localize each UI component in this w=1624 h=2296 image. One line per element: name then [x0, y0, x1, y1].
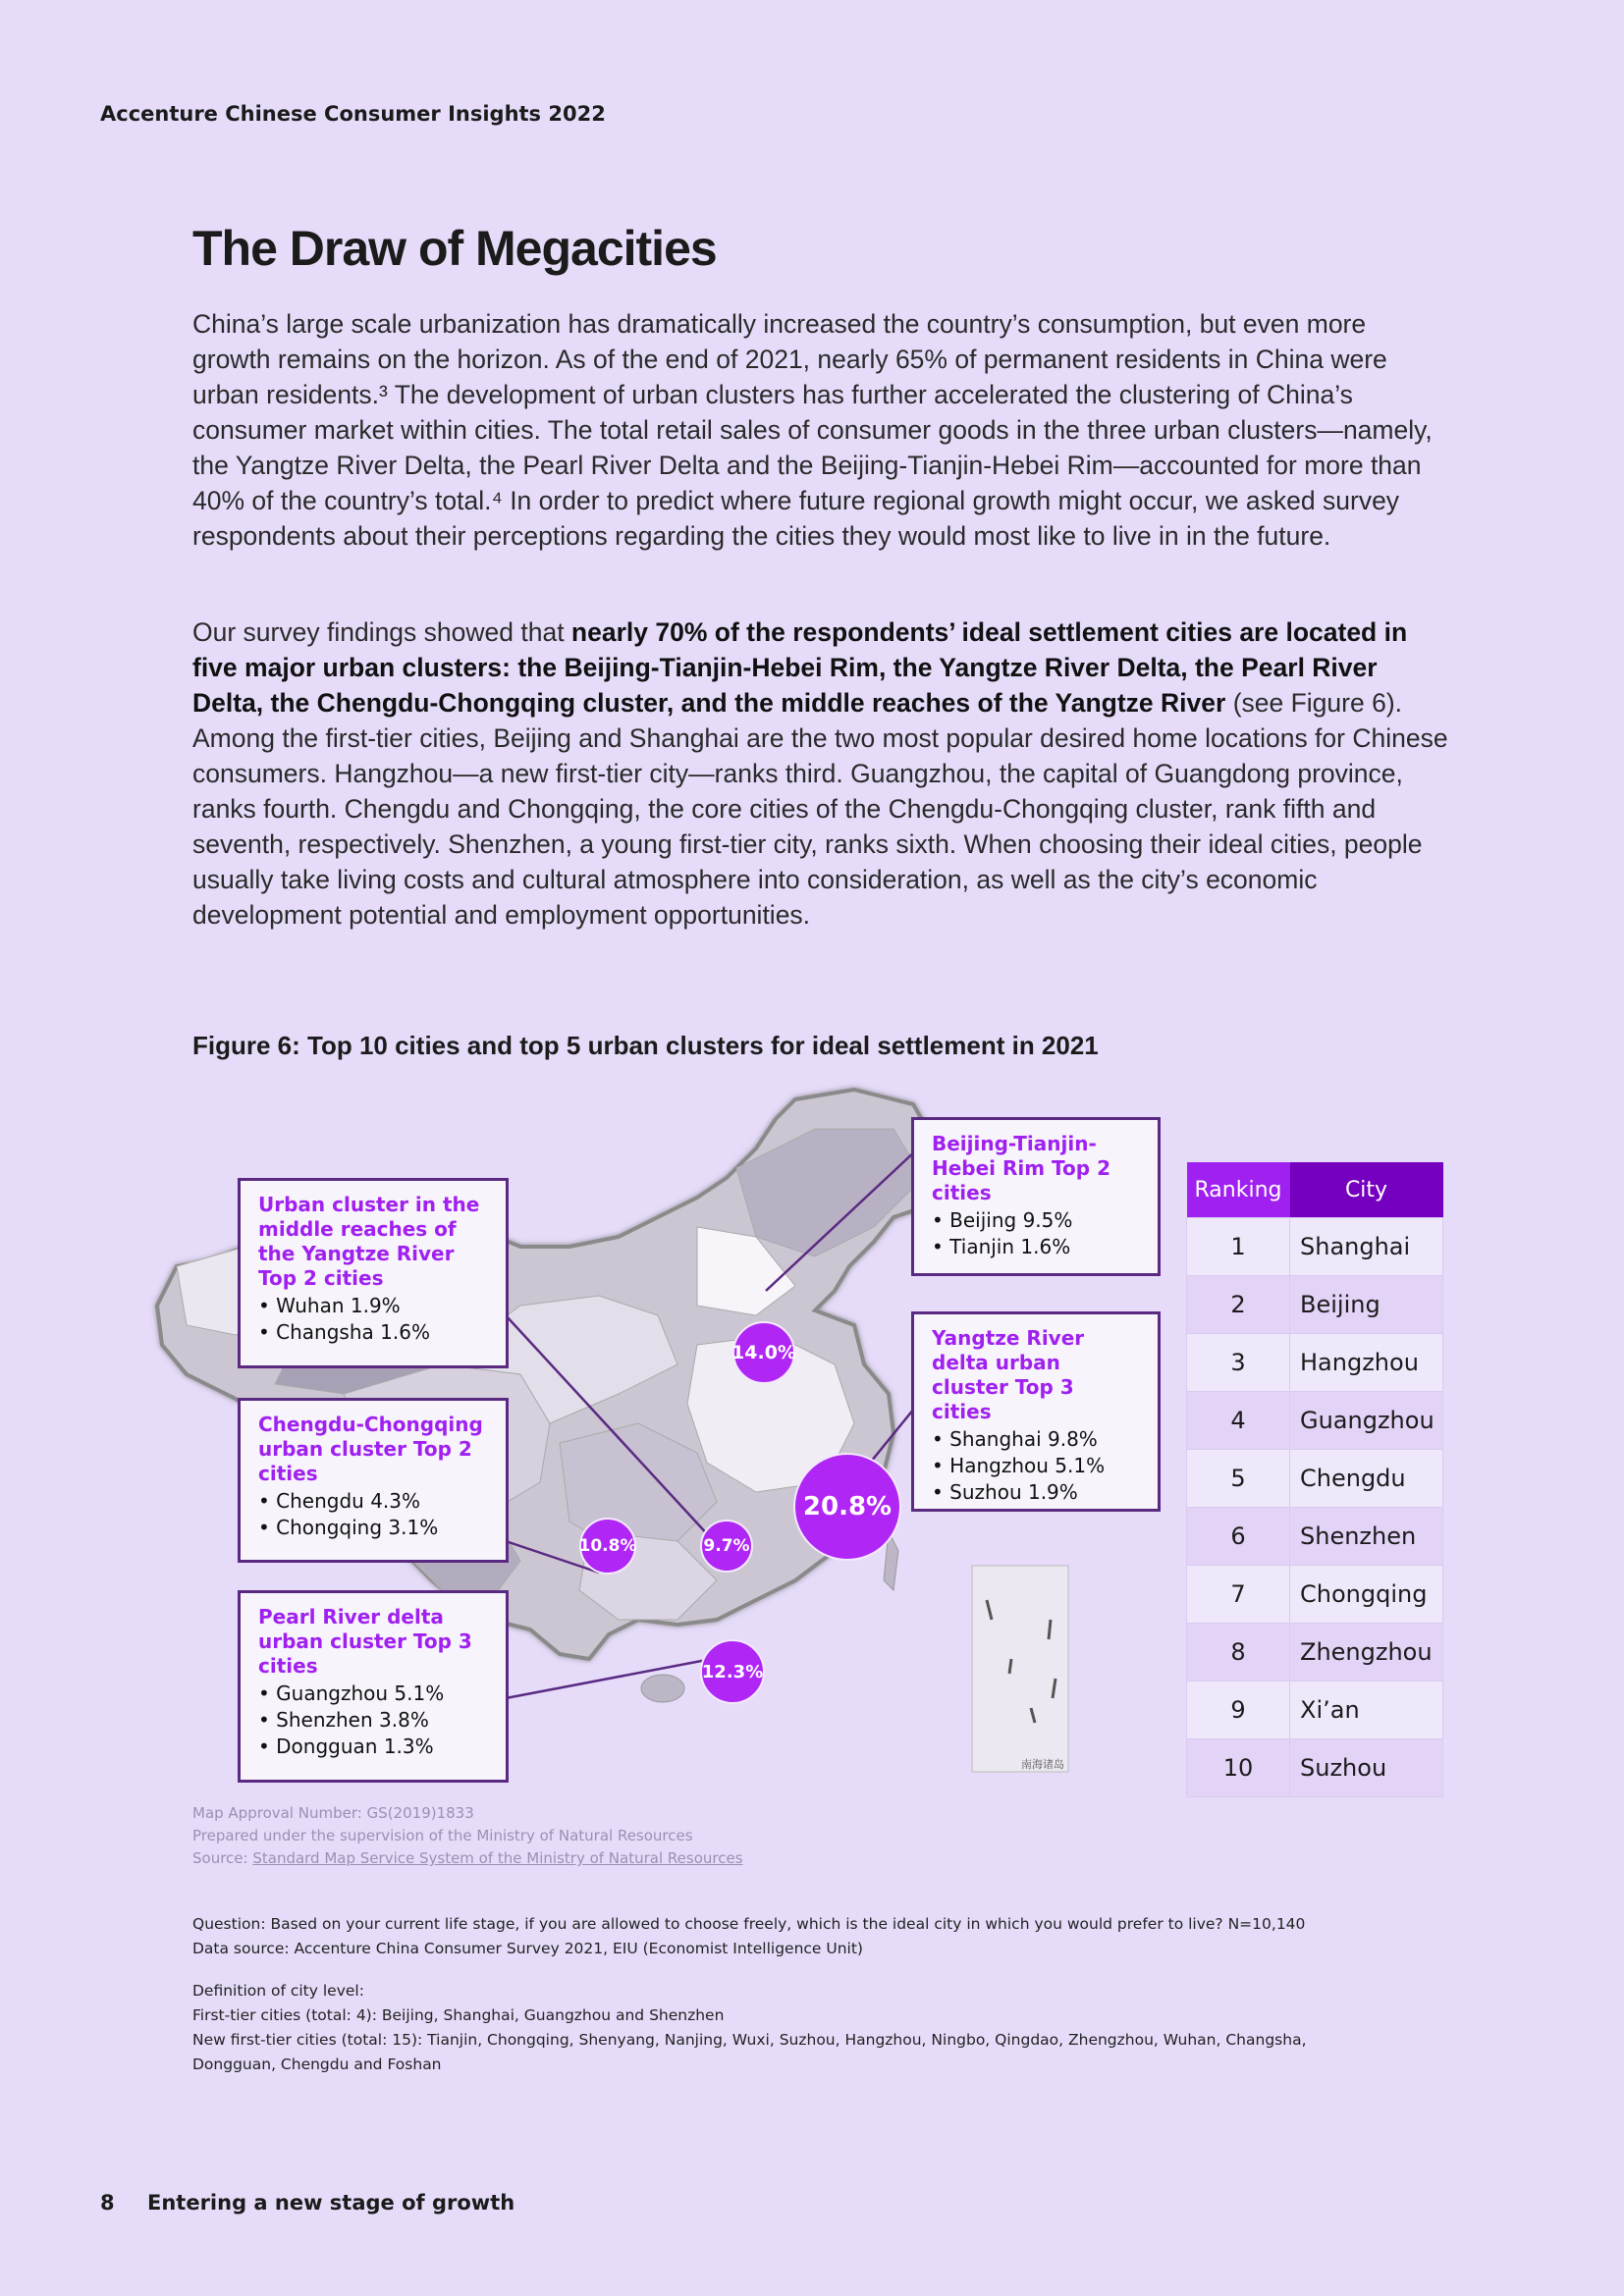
rank-cell: 5 [1187, 1450, 1290, 1508]
ranking-table [1186, 1162, 1443, 1797]
para2-bold: nearly 70% of the respondents’ ideal settlement cities are located in five major urban clusters: the Beijing-Tianjin-Hebei Rim, the Yangtze River Delta, the Pearl River Delta, the Chengdu-Chongqing cluster, and the middle reaches of the Yangtze River [192, 617, 1408, 718]
callout-title: Beijing-Tianjin-Hebei Rim Top 2 cities [932, 1132, 1110, 1204]
rank-cell: 1 [1187, 1218, 1290, 1276]
body-paragraph-1: China’s large scale urbanization has dramatically increased the country’s consumption, but even more growth remains on the horizon. As of the end of 2021, nearly 65% of permanent residents in China were urban residents.³ The development of urban clusters has further accelerated the clustering of China’s consumer market within cities. The total retail sales of consumer goods in the three urban clusters—namely, the Yangtze River Delta, the Pearl River Delta and the Beijing-Tianjin-Hebei Rim—accounted for more than 40% of the country’s total.⁴ In order to predict where future regional growth might occur, we asked survey respondents about their perceptions regarding the cities they would most like to live in in the future. [192, 309, 1433, 551]
callout-beijing-tianjin [911, 1117, 1161, 1276]
city-cell: Chengdu [1290, 1450, 1443, 1508]
table-row [1187, 1508, 1443, 1566]
city-cell: Guangzhou [1290, 1392, 1443, 1450]
callout-item: • Shanghai 9.8% [932, 1426, 1140, 1453]
column-header-ranking: Ranking [1187, 1162, 1290, 1218]
map-prepared-note: Prepared under the supervision of the Ministry of Natural Resources [192, 1827, 693, 1844]
table-row [1187, 1624, 1443, 1682]
callout-yangtze-delta [911, 1311, 1161, 1512]
callout-item: • Chongqing 3.1% [258, 1515, 488, 1541]
rank-cell: 8 [1187, 1624, 1290, 1682]
table-row [1187, 1739, 1443, 1797]
table-row [1187, 1392, 1443, 1450]
page-title: The Draw of Megacities [192, 221, 717, 276]
callout-list [932, 1426, 1140, 1506]
map-source [192, 1847, 743, 1870]
rank-cell: 2 [1187, 1276, 1290, 1334]
callout-item: • Hangzhou 5.1% [932, 1453, 1140, 1479]
bubble-beijing-tianjin: 14.0% [732, 1321, 795, 1384]
callout-list [258, 1488, 488, 1541]
table-row [1187, 1682, 1443, 1739]
page-number: 8 [100, 2191, 115, 2215]
city-cell: Suzhou [1290, 1739, 1443, 1797]
table-header-row [1187, 1162, 1443, 1218]
rank-cell: 3 [1187, 1334, 1290, 1392]
survey-question: Question: Based on your current life stage, if you are allowed to choose freely, which is the ideal city in which you would prefer to live? N=10,140 [192, 1915, 1306, 1933]
callout-item: • Dongguan 1.3% [258, 1734, 488, 1760]
callout-item: • Shenzhen 3.8% [258, 1707, 488, 1734]
definition-heading: Definition of city level: [192, 1982, 364, 2000]
table-row [1187, 1276, 1443, 1334]
hainan-island [641, 1675, 684, 1702]
city-cell: Hangzhou [1290, 1334, 1443, 1392]
inset-label: 南海诸岛 [1021, 1758, 1064, 1771]
footer-title: Entering a new stage of growth [147, 2191, 515, 2215]
rank-cell: 6 [1187, 1508, 1290, 1566]
para2-intro: Our survey findings showed that [192, 617, 571, 647]
map-notes [192, 1802, 743, 1870]
bubble-yangtze-delta: 20.8% [793, 1453, 901, 1561]
rank-cell: 7 [1187, 1566, 1290, 1624]
callout-middle-yangtze [238, 1178, 509, 1368]
para2-rest: (see Figure 6). Among the first-tier cities, Beijing and Shanghai are the two most popular desired home locations for Chinese consumers. Hangzhou—a new first-tier city—ranks third. Guangzhou, the capital of Guangdong province, ranks fourth. Chengdu and Chongqing, the core cities of the Chengdu-Chongqing cluster, rank fifth and seventh, respectively. Shenzhen, a young first-tier city, ranks sixth. When choosing their ideal cities, people usually take living costs and cultural atmosphere into consideration, as well as the city’s economic development potential and employment opportunities. [192, 688, 1448, 930]
south-china-sea-inset [972, 1566, 1068, 1772]
data-source: Data source: Accenture China Consumer Survey 2021, EIU (Economist Intelligence Unit) [192, 1940, 863, 1957]
callout-title: Chengdu-Chongqing urban cluster Top 2 cities [258, 1413, 483, 1485]
new-first-tier-cities: New first-tier cities (total: 15): Tianjin, Chongqing, Shenyang, Nanjing, Wuxi, Suzhou, Hangzhou, Ningbo, Qingdao, Zhengzhou, Wuhan, Changsha, Dongguan, Chengdu and Foshan [192, 2031, 1307, 2073]
city-cell: Chongqing [1290, 1566, 1443, 1624]
callout-list [258, 1681, 488, 1760]
city-cell: Beijing [1290, 1276, 1443, 1334]
header-title: Accenture Chinese Consumer Insights 2022 [100, 102, 606, 126]
map-approval-number: Map Approval Number: GS(2019)1833 [192, 1804, 474, 1822]
figure-title: Figure 6: Top 10 cities and top 5 urban clusters for ideal settlement in 2021 [192, 1031, 1099, 1060]
table-row [1187, 1450, 1443, 1508]
rank-cell: 4 [1187, 1392, 1290, 1450]
city-cell: Shenzhen [1290, 1508, 1443, 1566]
callout-item: • Changsha 1.6% [258, 1319, 488, 1346]
map-source-link[interactable]: Standard Map Service System of the Ministry of Natural Resources [252, 1849, 743, 1867]
callout-list [258, 1293, 488, 1346]
city-cell: Zhengzhou [1290, 1624, 1443, 1682]
bubble-chengdu-chongqing: 10.8% [579, 1518, 636, 1575]
table-row [1187, 1218, 1443, 1276]
callout-title: Urban cluster in the middle reaches of the Yangtze River Top 2 cities [258, 1193, 480, 1290]
callout-chengdu-chongqing [238, 1398, 509, 1563]
callout-title: Pearl River delta urban cluster Top 3 cities [258, 1605, 472, 1678]
callout-item: • Chengdu 4.3% [258, 1488, 488, 1515]
city-level-definition [192, 1979, 1322, 2077]
column-header-city: City [1290, 1162, 1443, 1218]
callout-pearl-river [238, 1590, 509, 1783]
city-cell: Shanghai [1290, 1218, 1443, 1276]
callout-item: • Tianjin 1.6% [932, 1234, 1140, 1260]
question-note [192, 1912, 1322, 1961]
callout-list [932, 1207, 1140, 1260]
first-tier-cities: First-tier cities (total: 4): Beijing, Shanghai, Guangzhou and Shenzhen [192, 2006, 725, 2024]
table-row [1187, 1566, 1443, 1624]
rank-cell: 9 [1187, 1682, 1290, 1739]
bubble-pearl-river: 12.3% [700, 1639, 765, 1704]
map-source-prefix: Source: [192, 1849, 253, 1867]
callout-item: • Beijing 9.5% [932, 1207, 1140, 1234]
callout-item: • Wuhan 1.9% [258, 1293, 488, 1319]
body-paragraph-2 [192, 614, 1449, 933]
callout-item: • Suzhou 1.9% [932, 1479, 1140, 1506]
table-row [1187, 1334, 1443, 1392]
bubble-middle-yangtze: 9.7% [700, 1520, 753, 1573]
callout-item: • Guangzhou 5.1% [258, 1681, 488, 1707]
callout-title: Yangtze River delta urban cluster Top 3 cities [932, 1326, 1085, 1423]
city-cell: Xi’an [1290, 1682, 1443, 1739]
rank-cell: 10 [1187, 1739, 1290, 1797]
